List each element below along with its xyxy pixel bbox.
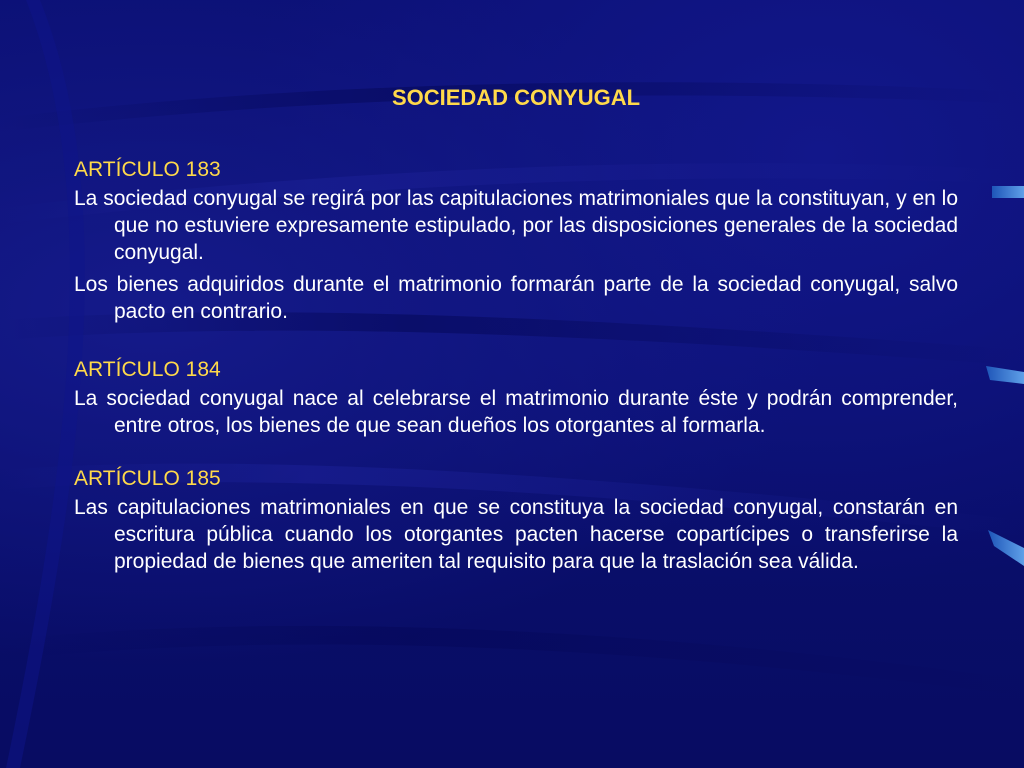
spacer (74, 330, 958, 356)
article-184 (74, 356, 958, 439)
article-paragraph: Las capitulaciones matrimoniales en que se constituya la sociedad conyugal, constarán en escritura pública cuando los otorgantes pacten hacerse copartícipes o transferirse la propiedad de bienes que ameriten tal requisito para que la traslación sea válida. (74, 496, 958, 573)
article-heading: ARTÍCULO 185 (74, 467, 221, 490)
article-185 (74, 465, 958, 575)
article-183 (74, 156, 958, 325)
article-paragraph: Los bienes adquiridos durante el matrimonio formarán parte de la sociedad conyugal, salvo pacto en contrario. (74, 273, 958, 323)
article-heading: ARTÍCULO 183 (74, 158, 221, 181)
article-paragraph: La sociedad conyugal se regirá por las capitulaciones matrimoniales que la constituyan, y en lo que no estuviere expresamente estipulado, por las disposiciones generales de la sociedad conyugal. (74, 187, 958, 264)
accent-stripe (992, 186, 1024, 198)
spacer (74, 444, 958, 465)
article-paragraph: La sociedad conyugal nace al celebrarse el matrimonio durante éste y podrán comprender, entre otros, los bienes de que sean dueños los otorgantes al formarla. (74, 387, 958, 437)
slide-content (74, 84, 958, 580)
accent-stripe (986, 366, 1024, 384)
slide-title: SOCIEDAD CONYUGAL (391, 85, 641, 110)
article-heading: ARTÍCULO 184 (74, 358, 221, 381)
